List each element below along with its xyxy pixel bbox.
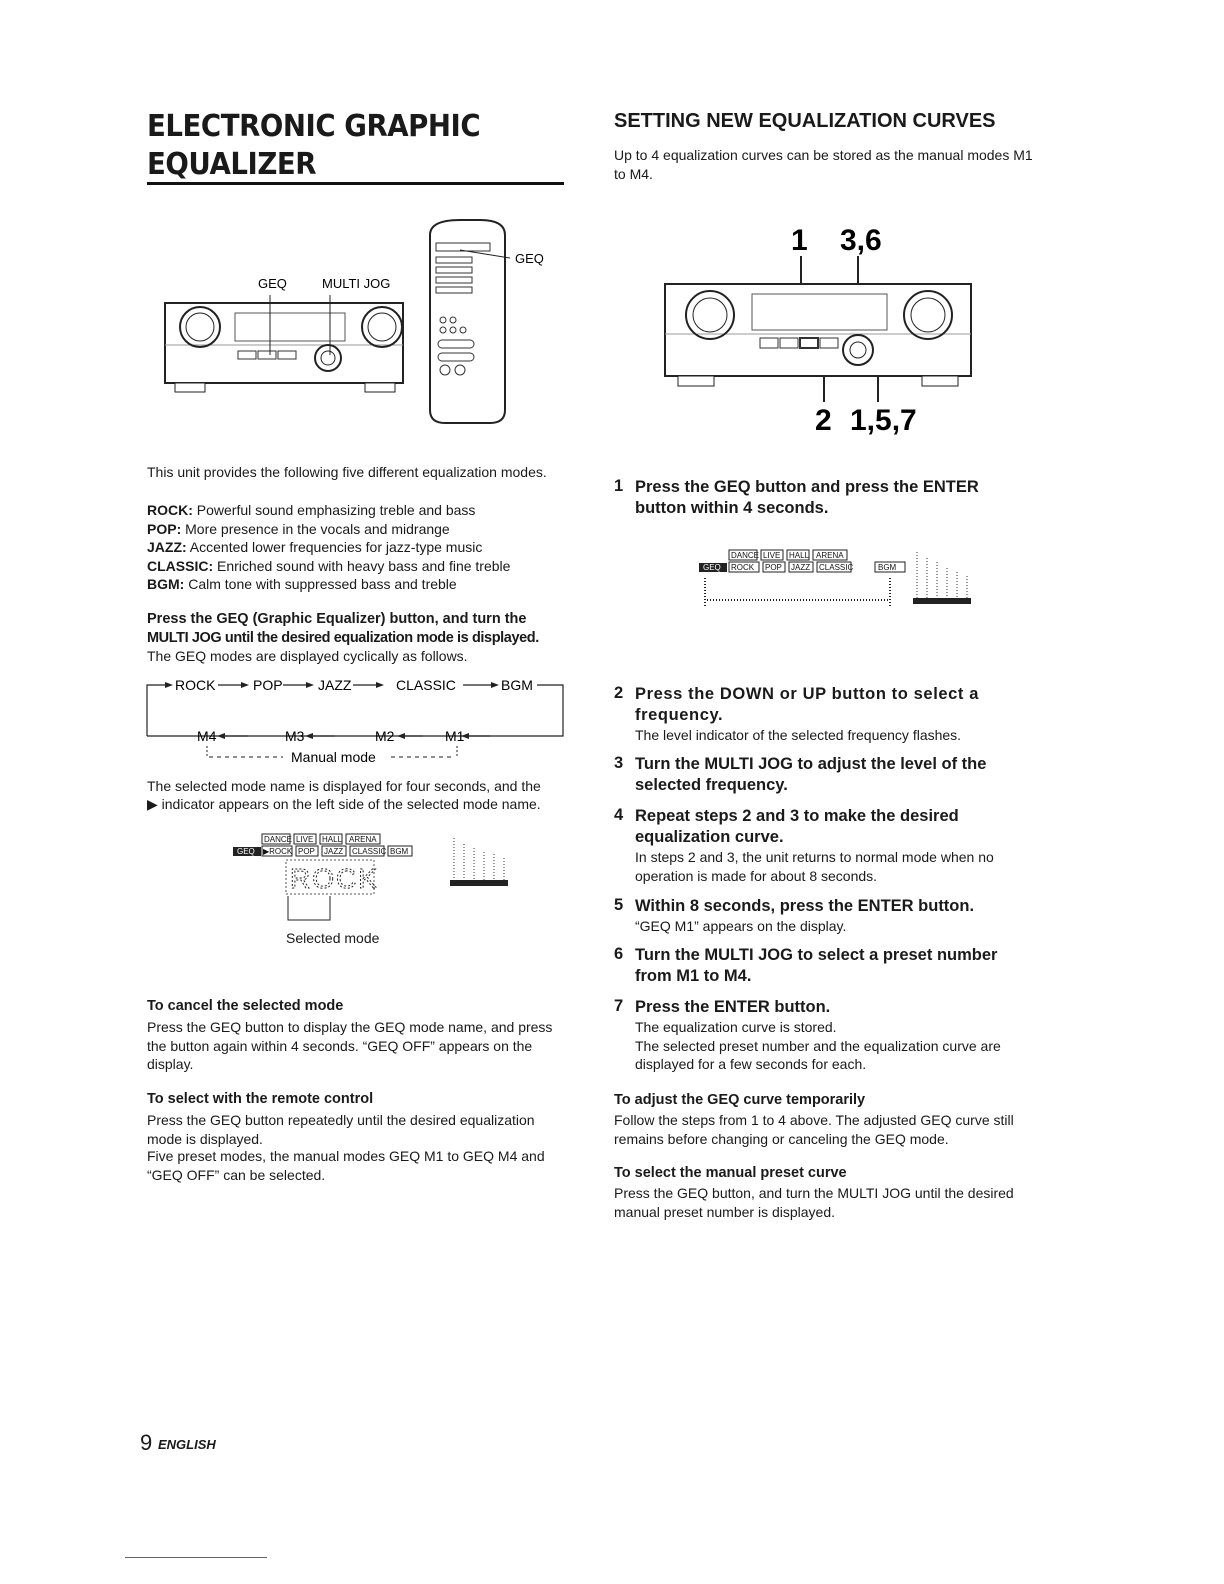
manual-text: Press the GEQ button, and turn the MULTI JOG until the desired manual preset number is displayed. [614,1185,1014,1220]
geq-display-blank [695,548,985,618]
step-4-desc: In steps 2 and 3, the unit returns to normal mode when no operation is made for about 8 seconds. [635,849,994,884]
callout-top-right: 3,6 [840,224,882,257]
receiver-callout-illustration [660,222,980,442]
flow-m1: M1 [445,728,465,744]
step-7-number: 7 [614,997,624,1015]
mode-rock: ROCK: Powerful sound emphasizing treble and bass [147,502,476,518]
section-title: SETTING NEW EQUALIZATION CURVES [614,110,996,132]
flow-classic: CLASSIC [396,677,456,693]
mode-classic: CLASSIC: Enriched sound with heavy bass and fine treble [147,557,511,574]
step-5-heading: Within 8 seconds, press the ENTER button. [635,897,975,915]
instruction-normal: The GEQ modes are displayed cyclically as follows. [147,648,468,664]
step-6-number: 6 [614,945,624,963]
remote-control-drawing [430,220,510,423]
multi-jog-label: MULTI JOG [322,276,391,291]
instruction-bold-2: MULTI JOG until the desired equalization mode is displayed. [147,629,539,646]
title-line-1: ELECTRONIC GRAPHIC [147,109,481,144]
selected-text-1: The selected mode name is displayed for four seconds, and the [147,778,541,794]
display2-classic: CLASSIC [819,563,854,572]
display-big-rock: ROCK [290,863,379,894]
display-arena: ARENA [349,835,377,844]
display-geq-tag: GEQ [237,847,255,856]
step-5 [614,896,1034,936]
remote-text-1: Press the GEQ button repeatedly until the desired equalization mode is displayed. [147,1112,535,1147]
left-intro: This unit provides the following five different equalization modes. [147,464,547,480]
step-3-number: 3 [614,754,624,772]
display-pop: POP [298,847,315,856]
flow-m2: M2 [375,728,395,744]
display-bgm: BGM [390,847,409,856]
flow-rock: ROCK [175,677,216,693]
receiver-drawing [165,295,403,392]
display2-pop: POP [765,563,782,572]
step-1 [614,477,1034,519]
manual-heading: To select the manual preset curve [614,1165,847,1181]
geq-display-rock [228,832,513,927]
right-intro: Up to 4 equalization curves can be stored as the manual modes M1 to M4. [614,147,1033,182]
step-1-number: 1 [614,477,624,495]
step-3-heading: Turn the MULTI JOG to adjust the level of the selected frequency. [635,755,987,794]
flow-jazz: JAZZ [318,677,352,693]
display2-live: LIVE [763,551,781,560]
cancel-text: Press the GEQ button to display the GEQ mode name, and press the button again within 4 seconds. “GEQ OFF” appears on the display. [147,1019,553,1072]
temp-heading: To adjust the GEQ curve temporarily [614,1092,866,1108]
mode-cycle-diagram [145,674,570,766]
step-2-number: 2 [614,684,624,702]
step-3 [614,754,1034,796]
geq-remote-label: GEQ [515,251,544,266]
bottom-rule [125,1557,267,1558]
display-rock-selected: ▶ROCK [263,847,293,856]
step-4 [614,806,1034,885]
step-7 [614,997,1034,1074]
display-jazz: JAZZ [324,847,344,856]
instruction-bold-1: Press the GEQ (Graphic Equalizer) button, and turn the [147,611,527,627]
display2-rock: ROCK [731,563,755,572]
geq-label: GEQ [258,276,287,291]
flow-manual-mode: Manual mode [291,749,376,765]
step-6 [614,945,1034,987]
flow-bgm: BGM [501,677,533,693]
callout-top-left: 1 [791,224,808,257]
remote-text-2: Five preset modes, the manual modes GEQ M1 to GEQ M4 and “GEQ OFF” can be selected. [147,1148,545,1183]
instruction-block [147,610,567,666]
step-6-heading: Turn the MULTI JOG to select a preset number from M1 to M4. [635,946,998,985]
display-hall: HALL [322,835,343,844]
display2-hall: HALL [789,551,810,560]
mode-bgm: BGM: Calm tone with suppressed bass and treble [147,576,457,592]
cancel-heading: To cancel the selected mode [147,998,344,1014]
display2-geq-tag: GEQ [703,563,721,572]
title-line-2: EQUALIZER [147,147,317,182]
remote-heading: To select with the remote control [147,1091,374,1107]
mode-pop: POP: More presence in the vocals and midrange [147,520,450,537]
selected-text-2: ▶ indicator appears on the left side of the selected mode name. [147,796,541,812]
step-7-desc: The equalization curve is stored. The selected preset number and the equalization curve are displayed for a few seconds for each. [635,1019,1001,1072]
page-number: 9 [140,1430,153,1455]
display-caption: Selected mode [286,930,380,946]
display-classic: CLASSIC [352,847,387,856]
flow-m3: M3 [285,728,305,744]
display-live: LIVE [296,835,314,844]
step-5-desc: “GEQ M1” appears on the display. [635,918,847,934]
display-dance: DANCE [264,835,293,844]
step-7-heading: Press the ENTER button. [635,998,831,1016]
temp-text: Follow the steps from 1 to 4 above. The adjusted GEQ curve still remains before changing or canceling the GEQ mode. [614,1112,1014,1147]
display2-arena: ARENA [816,551,844,560]
display2-jazz: JAZZ [791,563,811,572]
step-4-heading: Repeat steps 2 and 3 to make the desired equalization curve. [635,807,959,846]
page-title [147,108,533,184]
step-2-heading: Press the DOWN or UP button to select a frequency. [635,685,979,724]
step-4-number: 4 [614,806,624,824]
flow-pop: POP [253,677,283,693]
mode-list [147,501,567,594]
receiver-drawing-right [665,284,971,386]
flow-m4: M4 [197,728,217,744]
page-language: ENGLISH [158,1437,216,1452]
receiver-remote-illustration [160,215,544,425]
title-underline [147,182,564,185]
mode-jazz: JAZZ: Accented lower frequencies for jazz-type music [147,539,483,555]
display2-bgm: BGM [878,563,897,572]
callout-bottom-left: 2 [815,404,832,437]
step-5-number: 5 [614,896,624,914]
display2-dance: DANCE [731,551,760,560]
callout-bottom-right: 1,5,7 [850,404,917,437]
step-2-desc: The level indicator of the selected frequency flashes. [635,727,962,743]
step-2 [614,684,1034,745]
step-1-heading: Press the GEQ button and press the ENTER button within 4 seconds. [635,478,979,517]
